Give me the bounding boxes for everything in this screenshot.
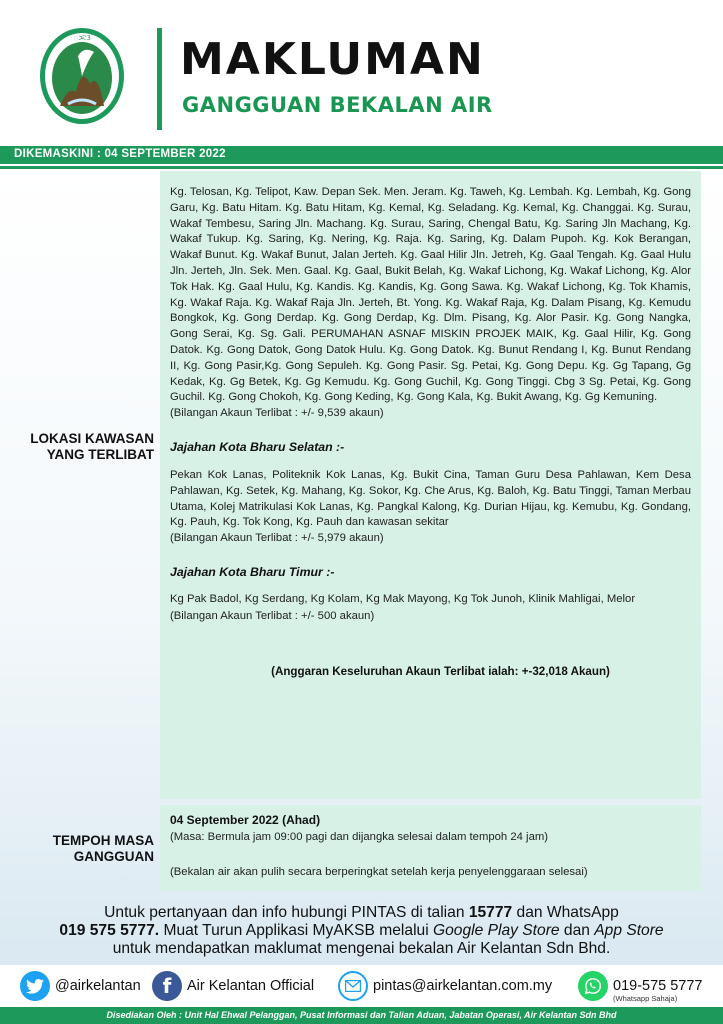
whatsapp-note: (Whatsapp Sahaja) xyxy=(613,994,678,1003)
update-date-bar: DIKEMASKINI : 04 SEPTEMBER 2022 xyxy=(0,146,723,164)
page-title: MAKLUMAN xyxy=(180,34,485,85)
email-link[interactable]: pintas@airkelantan.com.my xyxy=(338,971,552,1001)
restoration-note: (Bekalan air akan pulih secara berperingkat setelah kerja penyelenggaraan selesai) xyxy=(170,866,588,878)
whatsapp-number[interactable]: 019 575 5777. xyxy=(59,922,160,939)
facebook-icon: f xyxy=(152,971,182,1001)
email-icon xyxy=(338,971,368,1001)
pintas-phone[interactable]: 15777 xyxy=(468,904,513,921)
disruption-date: 04 September 2022 (Ahad) xyxy=(170,813,321,827)
google-play-link[interactable]: Google Play Store xyxy=(433,922,560,939)
tempoh-panel xyxy=(160,805,701,891)
disruption-time: (Masa: Bermula jam 09:00 pagi dan dijangka selesai dalam tempoh 24 jam) xyxy=(170,831,549,843)
section-heading-selatan: Jajahan Kota Bharu Selatan :- xyxy=(170,439,345,454)
twitter-link[interactable]: @airkelantan xyxy=(20,971,141,1001)
twitter-icon xyxy=(20,971,50,1001)
total-accounts: (Anggaran Keseluruhan Akaun Terlibat ialah: +-32,018 Akaun) xyxy=(271,664,610,678)
header-divider xyxy=(157,28,162,130)
social-bar xyxy=(0,965,723,1007)
lokasi-label: LOKASI KAWASAN YANG TERLIBAT xyxy=(30,431,154,462)
svg-text:ᜀᜁᜂ: ᜀᜁᜂ xyxy=(73,33,91,42)
whatsapp-icon xyxy=(578,971,608,1001)
account-count-2: (Bilangan Akaun Terlibat : +/- 5,979 akaun) xyxy=(170,532,384,545)
account-count-3: (Bilangan Akaun Terlibat : +/- 500 akaun) xyxy=(170,609,375,622)
app-store-link[interactable]: App Store xyxy=(594,922,664,939)
inquiry-info: Untuk pertanyaan dan info hubungi PINTAS di talian 15777 dan WhatsApp 019 575 5777. Muat Turun Applikasi MyAKSB melalui Google Play Store dan App Store untuk mendapatkan maklumat mengenai bekalan Air Kelantan Sdn Bhd. xyxy=(59,904,664,957)
section-heading-timur: Jajahan Kota Bharu Timur :- xyxy=(170,564,335,579)
area-list-3: Kg Pak Badol, Kg Serdang, Kg Kolam, Kg Mak Mayong, Kg Tok Junoh, Klinik Mahligai, Melor xyxy=(170,592,636,605)
company-logo xyxy=(38,26,126,126)
tempoh-label: TEMPOH MASA GANGGUAN xyxy=(52,833,154,864)
account-count-1: (Bilangan Akaun Terlibat : +/- 9,539 akaun) xyxy=(170,407,384,420)
area-list-1: Kg. Telosan, Kg. Telipot, Kaw. Depan Sek. Men. Jeram. Kg. Taweh, Kg. Lembah. Kg. Lembah, Kg. Gong Garu, Kg. Batu Hitam. Kg. Batu Hitam, Kg. Kemal, Kg. Seladang. Kg. Kemal, Kg. Changgai. Kg. Surau, Wakaf Tembesu, Saring Jln. Machang. Kg. Surau, Saring, Chengal Batu, Kg. Saring Jln Machang, Kg. Wakaf Tukup. Kg. Saring, Kg. Nering, Kg. Raja. Kg. Saring, Kg. Dalam Pupoh. Kg. Kok Berangan, Wakaf Bunut. Kg. Wakaf Bunut, Jalan Jerteh. Kg. Gaal Hilir Jln. Jetreh, Kg. Gaal Tengah. Kg. Gaal Hulu Jln. Jerteh, Jln. Sek. Men. Gaal. Kg. Gaal, Bukit Belah, Kg. Wakaf Lichong, Kg. Wakaf Lichong, Kg. Alor Tok Hak. Kg. Gaal Hulu, Kg. Kandis. Kg. Kandis, Kg. Gong Sawa. Kg. Wakaf Lichong, Kg. Tok Khamis, Kg. Wakaf Raja. Kg. Wakaf Raja Jln. Jerteh, Bt. Yong. Kg. Wakaf Raja, Kg. Dalam Pisang, Kg. Kemudu Bongkok, Kg. Gong Derdap. Kg. Gong Derdap, Kg. Dlm. Pisang, Kg. Alor Pasir. Kg. Gong Nangka, Gong Serai, Kg. Sg. Gali. PERUMAHAN ASNAF MISKIN PROJEK MAIK, Kg. Gaal Hilir, Kg. Gong Datok. Kg. Gong Datok, Gong Datok Hulu. Kg. Gong Datok. Kg. Bunut Rendang I, Kg. Bunut Rendang II, Kg. Gong Pasir,Kg. Gong Sepuleh. Kg. Gong Pasir. Sg. Petai, Kg. Gong Depu. Kg. Gg Tapang, Gg Kedak, Kg. Gg Betek, Kg. Gg Kemudu. Kg. Gong Guchil, Kg. Gong Tinggi. Cbg 3 Sg. Petai, Kg. Gong Guchil. Kg. Gong Chokoh, Kg. Gong Keding, Kg. Gong Kala, Kg. Bukit Awang, Kg. Gg Kemuning. xyxy=(170,186,691,404)
facebook-link[interactable]: f Air Kelantan Official xyxy=(152,971,314,1001)
whatsapp-link[interactable]: 019-575 5777 xyxy=(578,971,703,1001)
credit-bar: Disediakan Oleh : Unit Hal Ehwal Pelanggan, Pusat Informasi dan Talian Aduan, Jabatan Operasi, Air Kelantan Sdn Bhd xyxy=(0,1007,723,1024)
lokasi-panel xyxy=(160,171,701,799)
page-subtitle: GANGGUAN BEKALAN AIR xyxy=(182,93,493,117)
area-list-2: Pekan Kok Lanas, Politeknik Kok Lanas, Kg. Bukit Cina, Taman Guru Desa Pahlawan, Kem Desa Pahlawan, Kg. Setek, Kg. Mahang, Kg. Sokor, Kg. Che Arus, Kg. Baloh, Kg. Batu Tinggi, Taman Merbau Utama, Kolej Matrikulasi Kok Lanas, Kg. Pangkal Kalong, Kg. Durian Hijau, kg. Kemubu, Kg. Gondang, Kg. Pauh, Kg. Tok Kong, Kg. Pauh dan kawasan sekitar xyxy=(170,468,691,529)
